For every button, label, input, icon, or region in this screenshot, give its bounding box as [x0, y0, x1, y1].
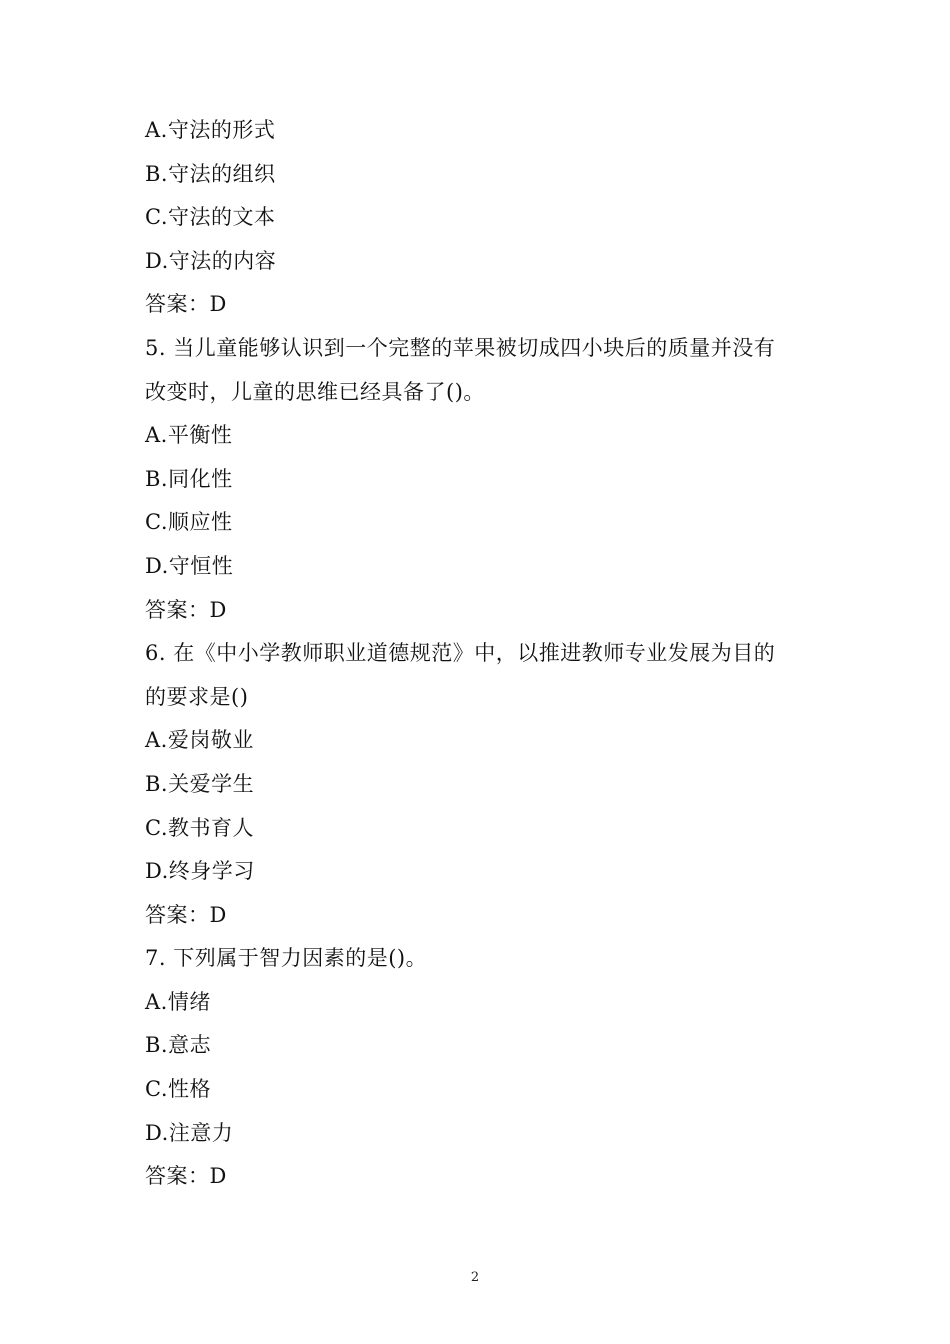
q5-option-b: B.同化性: [145, 466, 233, 491]
q5-option-c: C.顺应性: [145, 510, 233, 535]
option-a-line: A.守法的形式: [145, 118, 276, 142]
q6-option-c: C.教书育人: [145, 815, 254, 840]
q6-option-b: B.关爱学生: [145, 771, 255, 796]
q7-option-d: D.注意力: [145, 1120, 234, 1145]
q7-option-a: A.情绪: [145, 989, 211, 1014]
page-content: [145, 109, 815, 1199]
q6-option-a: A.爱岗敬业: [145, 728, 254, 753]
option-b-line: B.守法的组织: [145, 161, 276, 186]
option-d-line: D.守法的内容: [145, 248, 277, 273]
q7-answer: 答案：D: [145, 1164, 227, 1189]
q5-answer: 答案：D: [145, 597, 227, 622]
question-7-line-1: 7. 下列属于智力因素的是()。: [145, 946, 428, 971]
q7-option-b: B.意志: [145, 1033, 212, 1058]
q6-answer: 答案：D: [145, 902, 227, 927]
q7-option-c: C.性格: [145, 1077, 211, 1102]
q6-option-d: D.终身学习: [145, 859, 255, 884]
page-number: 2: [470, 1270, 480, 1285]
option-c-line: C.守法的文本: [145, 205, 276, 230]
q5-option-d: D.守恒性: [145, 553, 234, 578]
question-5-line-1: 5. 当儿童能够认识到一个完整的苹果被切成四小块后的质量并没有: [145, 335, 776, 360]
q5-option-a: A.平衡性: [145, 423, 233, 448]
question-6-line-2: 的要求是(): [145, 684, 249, 709]
answer-line: 答案：D: [145, 292, 227, 317]
question-6-line-1: 6. 在《中小学教师职业道德规范》中，以推进教师专业发展为目的: [145, 641, 776, 666]
question-5-line-2: 改变时，儿童的思维已经具备了()。: [145, 379, 485, 404]
